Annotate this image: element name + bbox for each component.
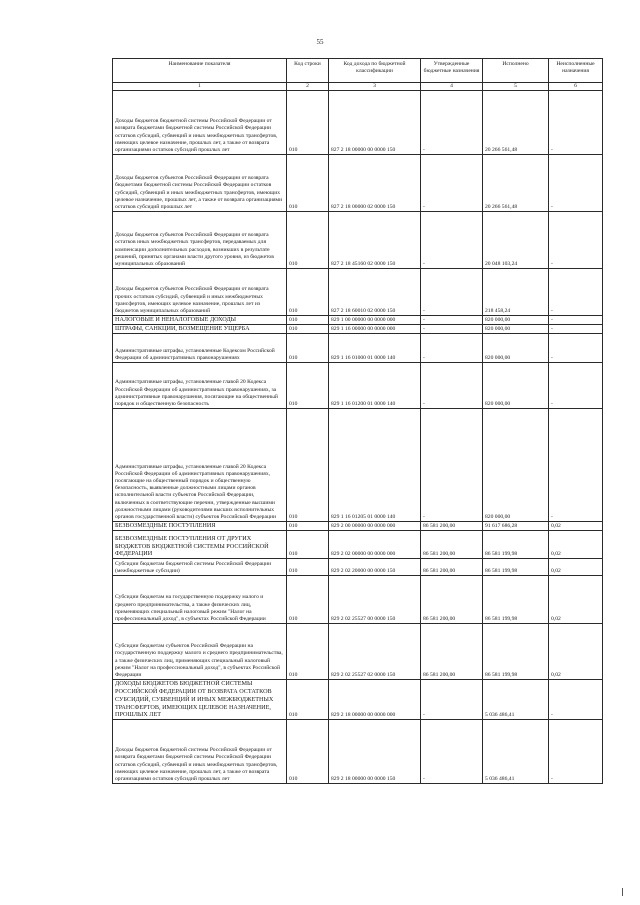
row-line-code: 010 — [287, 269, 329, 316]
row-executed: 820 000,00 — [483, 334, 549, 363]
row-name: БЕЗВОЗМЕЗДНЫЕ ПОСТУПЛЕНИЯ ОТ ДРУГИХ БЮДЖЕТОВ БЮДЖЕТНОЙ СИСТЕМЫ РОССИЙСКОЙ ФЕДЕРАЦИИ — [113, 531, 287, 559]
table-row — [113, 334, 603, 363]
table-row — [113, 680, 603, 720]
row-income-code: 829 2 02 20000 00 0000 150 — [329, 559, 421, 576]
row-unexecuted: - — [549, 91, 603, 155]
row-unexecuted: - — [549, 720, 603, 784]
row-executed: 86 581 199,98 — [483, 559, 549, 576]
row-executed: 86 581 199,98 — [483, 624, 549, 680]
row-approved: - — [421, 316, 483, 325]
row-line-code: 010 — [287, 531, 329, 559]
row-executed: 820 000,00 — [483, 363, 549, 409]
row-income-code: 829 1 16 01205 01 0000 140 — [329, 409, 421, 522]
row-name: Субсидии бюджетам на государственную поддержку малого и среднего предпринимательства, а также физических лиц, применяющих специальный налоговый режим "Налог на профессиональный доход", в субъектах Российской Федерации — [113, 576, 287, 624]
row-unexecuted: 0,02 — [549, 531, 603, 559]
row-unexecuted: - — [549, 155, 603, 212]
row-name: Субсидии бюджетам бюджетной системы Российской Федерации (межбюджетные субсидии) — [113, 559, 287, 576]
row-unexecuted: - — [549, 680, 603, 720]
table-row — [113, 559, 603, 576]
row-executed: 820 000,00 — [483, 316, 549, 325]
row-income-code: 829 2 18 00000 00 0000 000 — [329, 680, 421, 720]
row-name: Субсидии бюджетам субъектов Российской Федерации на государственную поддержку малого и среднего предпринимательства, а также физических лиц, применяющих специальный налоговый режим "Налог на профессиональный доход", в субъектах Российской Федерации — [113, 624, 287, 680]
row-approved: - — [421, 91, 483, 155]
row-unexecuted: 0,02 — [549, 624, 603, 680]
row-income-code: 829 1 16 01000 01 0000 140 — [329, 334, 421, 363]
row-line-code: 010 — [287, 212, 329, 269]
row-line-code: 010 — [287, 91, 329, 155]
row-executed: 5 036 486,41 — [483, 720, 549, 784]
income-table — [112, 58, 603, 784]
row-name: Административные штрафы, установленные Кодексом Российской Федерации об административных правонарушениях — [113, 334, 287, 363]
row-line-code: 010 — [287, 363, 329, 409]
table-row — [113, 531, 603, 559]
row-executed: 5 036 486,41 — [483, 680, 549, 720]
row-line-code: 010 — [287, 325, 329, 334]
row-income-code: 827 2 18 45160 02 0000 150 — [329, 212, 421, 269]
row-executed: 91 617 686,28 — [483, 522, 549, 531]
row-income-code: 829 2 02 00000 00 0000 000 — [329, 531, 421, 559]
column-number: 4 — [421, 83, 483, 91]
column-number-row — [113, 83, 603, 91]
row-approved: - — [421, 155, 483, 212]
table-row — [113, 720, 603, 784]
row-approved: 86 581 200,00 — [421, 522, 483, 531]
row-name: Доходы бюджетов субъектов Российской Федерации от возврата прочих остатков субсидий, субвенций и иных межбюджетных трансфертов, имеющих целевое назначение, прошлых лет из бюджетов муниципальных образований — [113, 269, 287, 316]
row-name: ДОХОДЫ БЮДЖЕТОВ БЮДЖЕТНОЙ СИСТЕМЫ РОССИЙСКОЙ ФЕДЕРАЦИИ ОТ ВОЗВРАТА ОСТАТКОВ СУБСИДИЙ, СУБВЕНЦИЙ И ИНЫХ МЕЖБЮДЖЕТНЫХ ТРАНСФЕРТОВ, ИМЕЮЩИХ ЦЕЛЕВОЕ НАЗНАЧЕНИЕ, ПРОШЛЫХ ЛЕТ — [113, 680, 287, 720]
row-income-code: 829 2 18 00000 00 0000 150 — [329, 720, 421, 784]
row-income-code: 829 1 00 00000 00 0000 000 — [329, 316, 421, 325]
column-number: 3 — [329, 83, 421, 91]
row-line-code: 010 — [287, 409, 329, 522]
row-name: ШТРАФЫ, САНКЦИИ, ВОЗМЕЩЕНИЕ УЩЕРБА — [113, 325, 287, 334]
row-income-code: 829 2 02 25527 02 0000 150 — [329, 624, 421, 680]
row-name: Доходы бюджетов бюджетной системы Российской Федерации от возврата бюджетами бюджетной системы Российской Федерации остатков субсидий, субвенций и иных межбюджетных трансфертов, имеющих целевое назначение, прошлых лет, а также от возврата организациями остатков субсидий прошлых лет — [113, 720, 287, 784]
header-approved: Утвержденные бюджетные назначения — [421, 59, 483, 83]
row-name: Административные штрафы, установленные главой 20 Кодекса Российской Федерации об административных правонарушениях, посягающие на общественный порядок и общественную безопасность, выявленные должностными лицами органов исполнительной власти субъектов Российской Федерации, включенных в соответствующие перечни, утвержденные высшими должностными лицами (руководителями высших исполнительных органов государственной власти) субъектов Российской Федерации — [113, 409, 287, 522]
table-row — [113, 576, 603, 624]
row-line-code: 010 — [287, 576, 329, 624]
row-executed: 20 266 561,48 — [483, 155, 549, 212]
scan-mark — [622, 888, 623, 896]
row-approved: 86 581 200,00 — [421, 531, 483, 559]
row-approved: 86 581 200,00 — [421, 624, 483, 680]
row-income-code: 829 2 00 00000 00 0000 000 — [329, 522, 421, 531]
row-unexecuted: - — [549, 269, 603, 316]
table-row — [113, 363, 603, 409]
column-number: 6 — [549, 83, 603, 91]
row-executed: 218 458,24 — [483, 269, 549, 316]
row-income-code: 829 2 02 25527 00 0000 150 — [329, 576, 421, 624]
row-approved: - — [421, 334, 483, 363]
row-executed: 20 048 103,24 — [483, 212, 549, 269]
row-line-code: 010 — [287, 624, 329, 680]
row-executed: 820 000,00 — [483, 325, 549, 334]
column-number: 2 — [287, 83, 329, 91]
column-number: 5 — [483, 83, 549, 91]
row-income-code: 827 2 18 60010 02 0000 150 — [329, 269, 421, 316]
row-approved: 86 581 200,00 — [421, 559, 483, 576]
header-name: Наименование показателя — [113, 59, 287, 83]
header-line-code: Код строки — [287, 59, 329, 83]
row-line-code: 010 — [287, 316, 329, 325]
row-unexecuted: 0,02 — [549, 522, 603, 531]
row-unexecuted: 0,02 — [549, 576, 603, 624]
header-income-code: Код дохода по бюджетной классификации — [329, 59, 421, 83]
row-name: Доходы бюджетов субъектов Российской Федерации от возврата остатков иных межбюджетных трансфертов, передаваемых для компенсации дополнительных расходов, возникших в результате решений, принятых органами власти другого уровня, из бюджетов муниципальных образований — [113, 212, 287, 269]
row-income-code: 827 2 18 00000 02 0000 150 — [329, 155, 421, 212]
row-line-code: 010 — [287, 680, 329, 720]
row-approved: - — [421, 720, 483, 784]
table-row — [113, 325, 603, 334]
row-unexecuted: - — [549, 325, 603, 334]
header-executed: Исполнено — [483, 59, 549, 83]
table-row — [113, 316, 603, 325]
table-row — [113, 155, 603, 212]
row-approved: - — [421, 409, 483, 522]
row-executed: 86 581 199,98 — [483, 531, 549, 559]
column-number: 1 — [113, 83, 287, 91]
row-unexecuted: - — [549, 409, 603, 522]
row-unexecuted: - — [549, 316, 603, 325]
table-row — [113, 624, 603, 680]
page-number: 55 — [316, 38, 324, 46]
header-unexecuted: Неисполненные назначения — [549, 59, 603, 83]
row-executed: 820 000,00 — [483, 409, 549, 522]
row-unexecuted: - — [549, 363, 603, 409]
row-approved: 86 581 200,00 — [421, 576, 483, 624]
row-approved: - — [421, 325, 483, 334]
row-line-code: 010 — [287, 720, 329, 784]
row-unexecuted: - — [549, 334, 603, 363]
row-line-code: 010 — [287, 334, 329, 363]
table-row — [113, 522, 603, 531]
row-line-code: 010 — [287, 522, 329, 531]
row-name: Доходы бюджетов бюджетной системы Российской Федерации от возврата бюджетами бюджетной системы Российской Федерации остатков субсидий, субвенций и иных межбюджетных трансфертов, имеющих целевое назначение, прошлых лет, а также от возврата организациями остатков субсидий прошлых лет — [113, 91, 287, 155]
row-income-code: 829 1 16 00000 00 0000 000 — [329, 325, 421, 334]
row-name: БЕЗВОЗМЕЗДНЫЕ ПОСТУПЛЕНИЯ — [113, 522, 287, 531]
row-executed: 86 581 199,98 — [483, 576, 549, 624]
table-row — [113, 409, 603, 522]
row-executed: 20 266 561,48 — [483, 91, 549, 155]
table-row — [113, 91, 603, 155]
row-approved: - — [421, 269, 483, 316]
table-row — [113, 212, 603, 269]
row-unexecuted: 0,02 — [549, 559, 603, 576]
row-line-code: 010 — [287, 155, 329, 212]
row-unexecuted: - — [549, 212, 603, 269]
row-line-code: 010 — [287, 559, 329, 576]
row-approved: - — [421, 363, 483, 409]
row-name: НАЛОГОВЫЕ И НЕНАЛОГОВЫЕ ДОХОДЫ — [113, 316, 287, 325]
row-approved: - — [421, 212, 483, 269]
row-income-code: 827 2 18 00000 00 0000 150 — [329, 91, 421, 155]
row-name: Доходы бюджетов субъектов Российской Федерации от возврата бюджетами бюджетной системы Российской Федерации остатков субсидий, субвенций и иных межбюджетных трансфертов, имеющих целевое назначение, прошлых лет, а также от возврата организациями остатков субсидий прошлых лет — [113, 155, 287, 212]
row-approved: - — [421, 680, 483, 720]
row-name: Административные штрафы, установленные главой 20 Кодекса Российской Федерации об административных правонарушениях, за административные правонарушения, посягающие на общественный порядок и общественную безопасность — [113, 363, 287, 409]
row-income-code: 829 1 16 01200 01 0000 140 — [329, 363, 421, 409]
table-row — [113, 269, 603, 316]
